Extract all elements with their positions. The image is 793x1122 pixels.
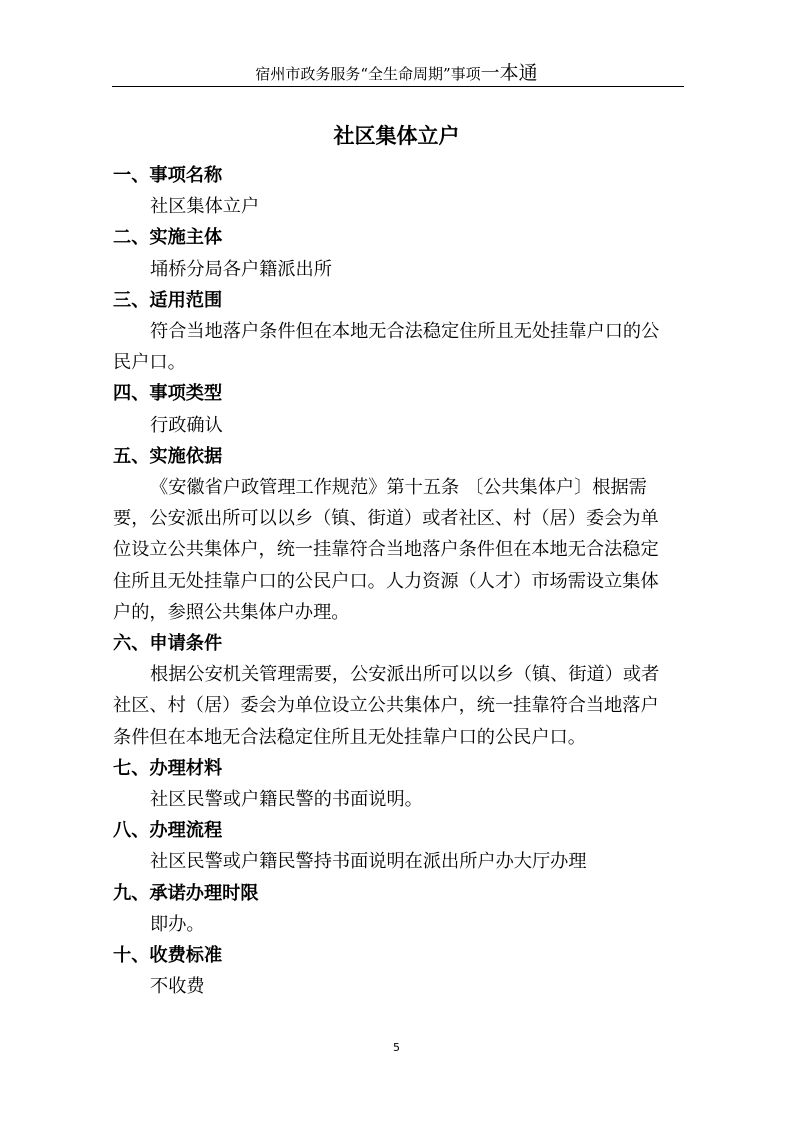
section-fees — [113, 940, 685, 1002]
section-process — [113, 815, 685, 877]
section-line: 社区集体立户 — [150, 196, 260, 218]
section-heading: 一、事项名称 — [113, 165, 223, 186]
header-rule — [112, 86, 684, 87]
section-implementing-body — [113, 222, 685, 284]
section-heading: 五、实施依据 — [113, 445, 223, 467]
section-legal-basis — [113, 441, 685, 628]
section-time-limit — [113, 878, 685, 940]
section-conditions — [113, 628, 685, 753]
section-line: 民户口。 — [113, 352, 186, 374]
section-line: 社区民警或户籍民警的书面说明。 — [150, 788, 423, 810]
section-line: 即办。 — [150, 913, 205, 935]
section-line: 住所且无处挂靠户口的公民户口。人力资源（人才）市场需设立集体 — [113, 570, 659, 592]
running-header — [0, 58, 793, 85]
section-line: 社区、村（居）委会为单位设立公共集体户，统一挂靠符合当地落户 — [113, 695, 659, 717]
section-line: 符合当地落户条件但在本地无合法稳定住所且无处挂靠户口的公 — [150, 320, 660, 342]
running-header-text: 宿州市政务服务“全生命周期”事项 — [255, 65, 481, 83]
document-title: 社区集体立户 — [333, 124, 460, 148]
section-heading: 四、事项类型 — [113, 383, 223, 405]
section-materials — [113, 753, 685, 815]
section-heading: 六、申请条件 — [113, 632, 223, 654]
section-line: 埇桥分局各户籍派出所 — [150, 258, 332, 280]
section-heading: 十、收费标准 — [113, 944, 223, 966]
section-line: 条件但在本地无合法稳定住所且无处挂靠户口的公民户口。 — [113, 726, 586, 748]
section-line: 不收费 — [150, 976, 205, 998]
page-number: 5 — [393, 1041, 400, 1054]
section-scope — [113, 285, 685, 379]
section-heading: 三、适用范围 — [113, 289, 223, 311]
running-header-emphasis: 一本通 — [480, 62, 538, 84]
section-line: 社区民警或户籍民警持书面说明在派出所户办大厅办理 — [150, 851, 587, 873]
section-line: 行政确认 — [150, 414, 223, 436]
section-heading: 八、办理流程 — [113, 820, 223, 842]
section-line: 根据公安机关管理需要，公安派出所可以以乡（镇、街道）或者 — [150, 664, 660, 686]
section-heading: 二、实施主体 — [113, 227, 223, 249]
section-line: 要，公安派出所可以以乡（镇、街道）或者社区、村（居）委会为单 — [113, 508, 659, 530]
document-body — [113, 160, 685, 1002]
section-heading: 九、承诺办理时限 — [113, 882, 259, 904]
section-item-name — [113, 160, 685, 222]
section-line: 位设立公共集体户，统一挂靠符合当地落户条件但在本地无合法稳定 — [113, 539, 659, 561]
section-heading: 七、办理材料 — [113, 757, 223, 779]
section-item-type — [113, 378, 685, 440]
section-line: 《安徽省户政管理工作规范》第十五条 〔公共集体户〕根据需 — [150, 476, 647, 498]
section-line: 户的，参照公共集体户办理。 — [113, 601, 350, 623]
